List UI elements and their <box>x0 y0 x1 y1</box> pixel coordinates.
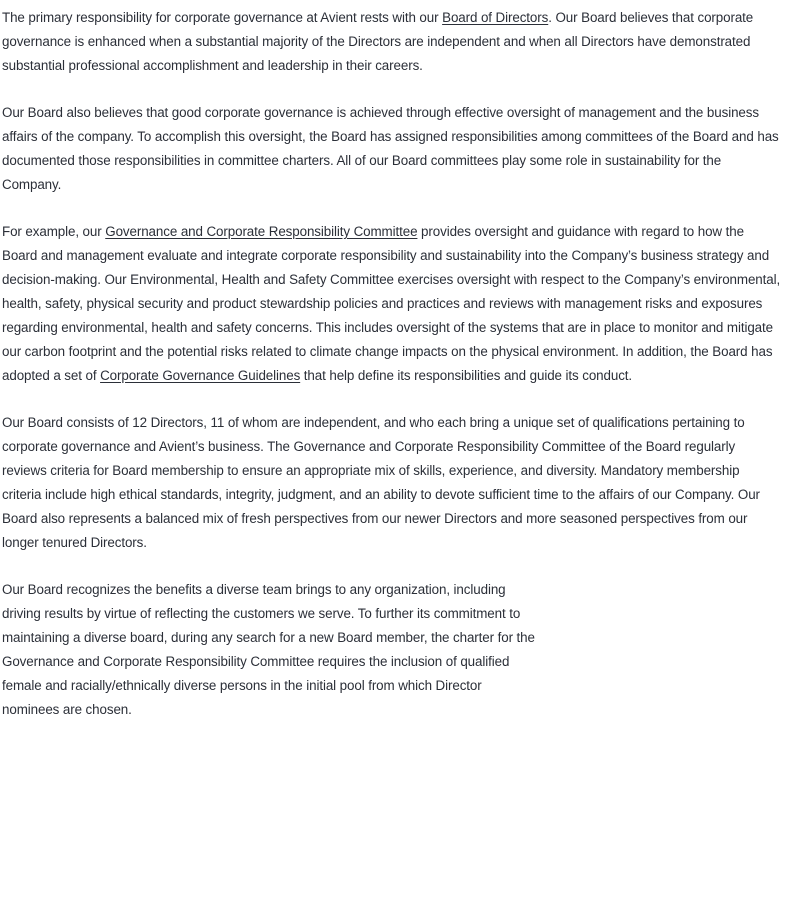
paragraph-text: For example, our <box>2 224 106 239</box>
paragraph-text: . Our Board believes that corporate governance is enhanced when a substantial majority of the Directors are independent and when all Directors have demonstrated substantial professional accomplishment and leadership in their careers. <box>2 10 754 73</box>
paragraph-text: The primary responsibility for corporate governance at Avient rests with our <box>2 10 443 25</box>
paragraph-text: that help define its responsibilities and guide its conduct. <box>300 368 633 383</box>
paragraph <box>2 6 782 78</box>
paragraph-text: provides oversight and guidance with regard to how the Board and management evaluate and integrate corporate responsibility and sustainability into the Company’s business strategy and decision-making. Our Environmental, Health and Safety Committee exercises oversight with respect to the Company’s environmental, health, safety, physical security and product stewardship policies and practices and reviews with management risks and exposures regarding environmental, health and safety concerns. This includes oversight of the systems that are in place to monitor and mitigate our carbon footprint and the potential risks related to climate change impacts on the physical environment. In addition, the Board has adopted a set of <box>2 224 781 383</box>
paragraph <box>2 411 782 555</box>
document-link[interactable]: Governance and Corporate Responsibility Committee <box>105 224 418 239</box>
document-body <box>2 6 782 722</box>
paragraph <box>2 578 542 722</box>
paragraph-text: Our Board recognizes the benefits a diverse team brings to any organization, including driving results by virtue of reflecting the customers we serve. To further its commitment to maintaining a diverse board, during any search for a new Board member, the charter for the Governance and Corporate Responsibility Committee requires the inclusion of qualified female and racially/ethnically diverse persons in the initial pool from which Director nominees are chosen. <box>2 582 535 717</box>
document-link[interactable]: Corporate Governance Guidelines <box>100 368 301 383</box>
document-link[interactable]: Board of Directors <box>442 10 549 25</box>
paragraph-text: Our Board consists of 12 Directors, 11 of whom are independent, and who each bring a unique set of qualifications pertaining to corporate governance and Avient’s business. The Governance and Corporate Responsibility Committee of the Board regularly reviews criteria for Board membership to ensure an appropriate mix of skills, experience, and diversity. Mandatory membership criteria include high ethical standards, integrity, judgment, and an ability to devote sufficient time to the affairs of our Company. Our Board also represents a balanced mix of fresh perspectives from our newer Directors and more seasoned perspectives from our longer tenured Directors. <box>2 415 760 550</box>
paragraph-text: Our Board also believes that good corporate governance is achieved through effective oversight of management and the business affairs of the company. To accomplish this oversight, the Board has assigned responsibilities among committees of the Board and has documented those responsibilities in committee charters. All of our Board committees play some role in sustainability for the Company. <box>2 105 779 192</box>
paragraph <box>2 101 782 197</box>
paragraph <box>2 220 782 388</box>
